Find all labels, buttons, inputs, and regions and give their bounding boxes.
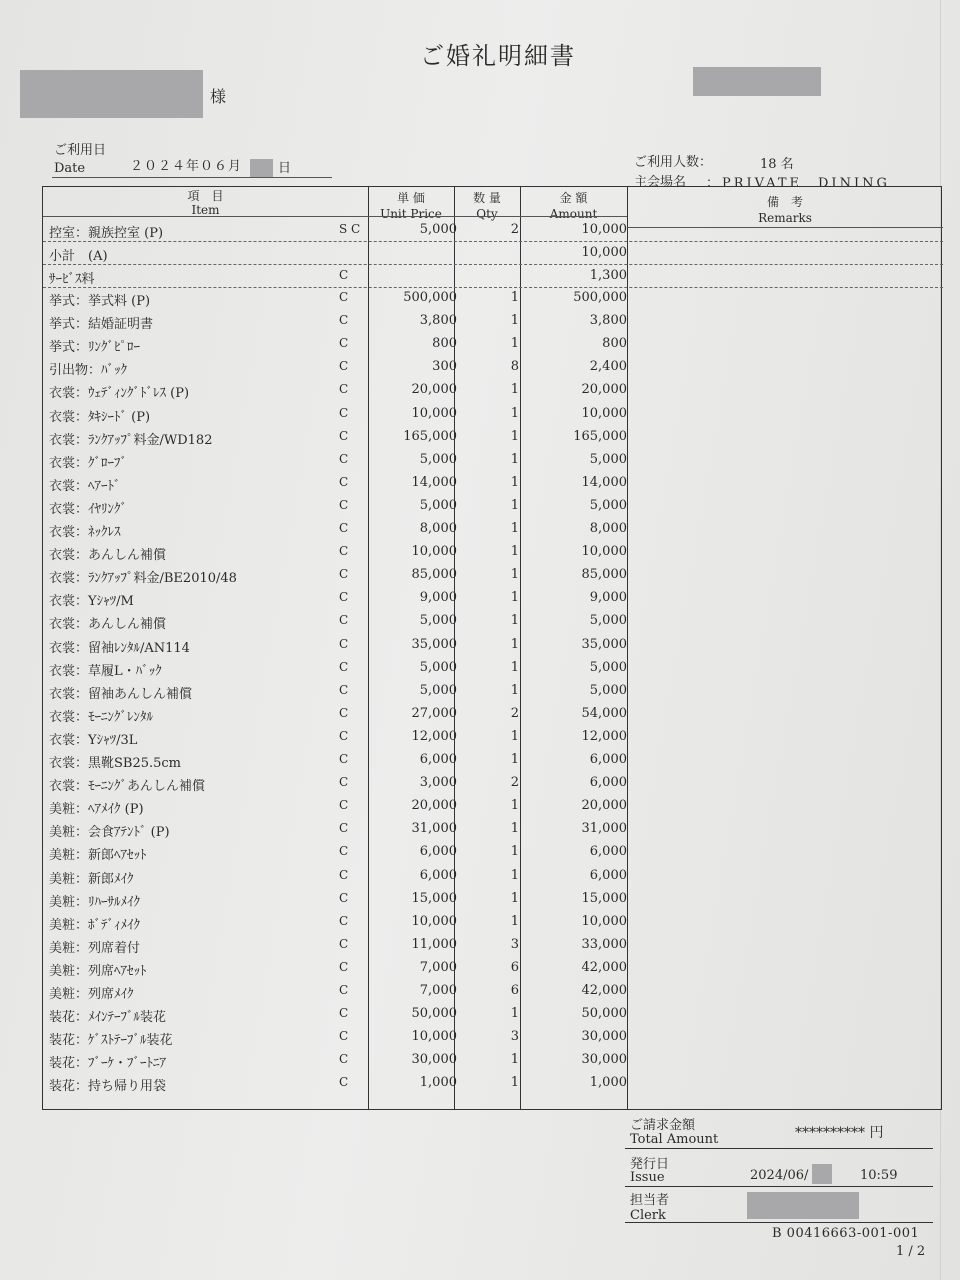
clerk-label-jp: 担当者 xyxy=(630,1193,670,1208)
code-cell: C xyxy=(339,1075,349,1090)
code-cell: C xyxy=(339,705,349,720)
code-cell: C xyxy=(339,682,349,697)
qty-cell: 1 xyxy=(510,659,519,675)
amount-cell: 14,000 xyxy=(581,474,627,490)
issue-time: 10:59 xyxy=(860,1168,898,1183)
header-item-jp: 項 目 xyxy=(187,189,224,203)
date-underline xyxy=(52,177,332,178)
amount-cell: 5,000 xyxy=(589,682,627,698)
code-cell: C xyxy=(339,290,349,304)
code-cell: C xyxy=(339,913,349,928)
header-item-en: Item xyxy=(191,203,220,217)
table-row xyxy=(43,587,943,610)
code-cell: C xyxy=(339,890,349,905)
unit-price-cell: 8,000 xyxy=(419,521,457,536)
unit-price-cell: 6,000 xyxy=(419,867,457,883)
code-cell: C xyxy=(339,405,349,420)
unit-price-cell: 5,000 xyxy=(419,451,457,467)
qty-cell: 6 xyxy=(510,983,519,998)
amount-cell: 10,000 xyxy=(581,405,627,421)
item-cell: 美粧：新郎ﾒｲｸ xyxy=(49,871,134,887)
table-row xyxy=(43,865,943,888)
amount-cell: 1,300 xyxy=(589,268,627,283)
redacted-header-info xyxy=(693,67,821,96)
line-items-table xyxy=(42,186,942,1110)
unit-price-cell: 9,000 xyxy=(419,590,457,606)
item-cell: 衣裳：ｸﾞﾛｰﾌﾞ xyxy=(49,455,128,471)
unit-price-cell: 14,000 xyxy=(411,474,457,490)
table-row xyxy=(43,888,943,911)
unit-price-cell: 5,000 xyxy=(419,613,457,629)
code-cell: C xyxy=(339,1029,349,1044)
total-value: ********** 円 xyxy=(795,1125,884,1141)
amount-cell: 6,000 xyxy=(589,775,627,791)
honorific: 様 xyxy=(210,87,227,106)
amount-cell: 10,000 xyxy=(581,544,627,560)
unit-price-cell: 15,000 xyxy=(411,890,457,906)
item-cell: 控室：親族控室 (P) xyxy=(49,226,164,241)
total-underline xyxy=(625,1148,933,1149)
amount-cell: 5,000 xyxy=(589,613,627,629)
table-row xyxy=(43,911,943,934)
qty-cell: 1 xyxy=(510,474,519,490)
qty-cell: 1 xyxy=(510,405,519,421)
item-cell: 美粧：ﾎﾞﾃﾞｨﾒｲｸ xyxy=(49,917,141,933)
code-cell: C xyxy=(339,798,349,813)
qty-cell: 1 xyxy=(510,890,519,906)
qty-cell: 1 xyxy=(510,613,519,629)
unit-price-cell: 5,000 xyxy=(419,222,457,237)
qty-cell: 1 xyxy=(510,752,519,767)
qty-cell: 3 xyxy=(510,936,519,952)
item-cell: 衣裳：留袖ﾚﾝﾀﾙ/AN114 xyxy=(49,640,190,656)
table-row xyxy=(43,426,943,449)
item-cell: 衣裳：黒靴SB25.5cm xyxy=(49,756,182,771)
code-cell: C xyxy=(339,613,349,628)
code-cell: C xyxy=(339,521,349,535)
amount-cell: 10,000 xyxy=(581,222,627,237)
qty-cell: 1 xyxy=(510,1075,519,1091)
guests-label: ご利用人数： xyxy=(634,155,713,170)
table-row xyxy=(43,242,943,265)
qty-cell: 1 xyxy=(510,821,519,837)
issue-date: 2024/06/ xyxy=(750,1168,809,1183)
item-cell: 美粧：ﾍｱﾒｲｸ (P) xyxy=(49,802,144,818)
qty-cell: 1 xyxy=(510,521,519,536)
unit-price-cell: 300 xyxy=(432,359,457,375)
table-row xyxy=(43,495,943,518)
date-value: ２０２４年０６月 xyxy=(130,159,243,174)
unit-price-cell: 6,000 xyxy=(419,844,457,860)
header-qty-jp: 数 量 xyxy=(473,191,501,205)
item-cell: 美粧：ﾘﾊｰｻﾙﾒｲｸ xyxy=(49,894,141,910)
amount-cell: 31,000 xyxy=(581,821,627,837)
amount-cell: 42,000 xyxy=(581,959,627,975)
amount-cell: 20,000 xyxy=(581,798,627,814)
code-cell: C xyxy=(339,936,349,951)
unit-price-cell: 5,000 xyxy=(419,682,457,698)
code-cell: C xyxy=(339,983,349,997)
code-cell: C xyxy=(339,313,349,328)
code-cell: C xyxy=(339,659,349,674)
qty-cell: 1 xyxy=(510,867,519,883)
amount-cell: 5,000 xyxy=(589,451,627,467)
item-cell: 美粧：列席着付 xyxy=(49,940,141,956)
item-cell: 衣裳：ｲﾔﾘﾝｸﾞ xyxy=(49,501,128,517)
unit-price-cell: 3,000 xyxy=(419,775,457,791)
header-remarks-jp: 備 考 xyxy=(766,195,803,209)
amount-cell: 3,800 xyxy=(589,313,627,329)
table-row xyxy=(43,726,943,749)
document-title: ご婚礼明細書 xyxy=(420,42,576,70)
amount-cell: 6,000 xyxy=(589,867,627,883)
amount-cell: 6,000 xyxy=(589,844,627,860)
item-cell: 衣裳：あんしん補償 xyxy=(49,617,167,633)
item-cell: 美粧：列席ﾍｱｾｯﾄ xyxy=(49,963,147,979)
qty-cell: 1 xyxy=(510,1006,519,1022)
header-remarks-en: Remarks xyxy=(758,211,812,225)
table-row xyxy=(43,1003,943,1026)
qty-cell: 1 xyxy=(510,636,519,652)
table-row xyxy=(43,1026,943,1049)
table-row xyxy=(43,772,943,795)
table-row xyxy=(43,934,943,957)
item-cell: 衣裳：Yｼｬﾂ/M xyxy=(49,594,134,610)
code-cell: S C xyxy=(339,222,361,236)
table-row xyxy=(43,287,943,310)
unit-price-cell: 800 xyxy=(432,336,457,352)
redacted-clerk-name xyxy=(747,1192,859,1219)
table-row xyxy=(43,957,943,980)
table-row xyxy=(43,703,943,726)
table-row xyxy=(43,610,943,633)
item-cell: 引出物：ﾊﾞｯｸ xyxy=(49,363,128,379)
amount-cell: 5,000 xyxy=(589,497,627,513)
item-cell: 美粧：会食ｱﾃﾝﾄﾞ (P) xyxy=(49,825,170,841)
issue-label-jp: 発行日 xyxy=(630,1157,670,1172)
code-cell: C xyxy=(339,567,349,582)
amount-cell: 2,400 xyxy=(589,359,627,375)
amount-cell: 8,000 xyxy=(589,521,627,536)
qty-cell: 1 xyxy=(510,798,519,814)
amount-cell: 30,000 xyxy=(581,1029,627,1045)
date-label-en: Date xyxy=(54,161,86,176)
unit-price-cell: 10,000 xyxy=(411,913,457,929)
qty-cell: 1 xyxy=(510,290,519,305)
code-cell: C xyxy=(339,636,349,651)
code-cell: C xyxy=(339,382,349,397)
table-row xyxy=(43,749,943,772)
unit-price-cell: 5,000 xyxy=(419,497,457,513)
item-cell: 衣裳：留袖あんしん補償 xyxy=(49,686,193,702)
table-row xyxy=(43,472,943,495)
unit-price-cell: 500,000 xyxy=(403,290,457,305)
item-cell: 衣裳：ﾈｯｸﾚｽ xyxy=(49,525,121,540)
item-cell: 衣裳：ﾓｰﾆﾝｸﾞあんしん補償 xyxy=(49,779,206,795)
header-amount-jp: 金 額 xyxy=(559,191,588,205)
qty-cell: 1 xyxy=(510,451,519,467)
item-cell: 衣裳：Yｼｬﾂ/3L xyxy=(49,732,138,748)
code-cell: C xyxy=(339,1052,349,1067)
amount-cell: 15,000 xyxy=(581,890,627,906)
amount-cell: 85,000 xyxy=(581,567,627,583)
code-cell: C xyxy=(339,544,349,559)
unit-price-cell: 85,000 xyxy=(411,567,457,583)
table-row xyxy=(43,795,943,818)
item-cell: 衣裳：ﾍｱｰﾄﾞ xyxy=(49,478,121,494)
table-row xyxy=(43,680,943,703)
item-cell: 小計 (A) xyxy=(49,249,108,264)
table-row xyxy=(43,657,943,680)
venue-value: ：PRIVATE DINING xyxy=(706,176,890,191)
qty-cell: 2 xyxy=(510,222,519,237)
item-cell: ｻｰﾋﾞｽ料 xyxy=(49,272,95,287)
code-cell: C xyxy=(339,752,349,766)
amount-cell: 35,000 xyxy=(581,636,627,652)
qty-cell: 1 xyxy=(510,590,519,606)
table-row xyxy=(43,841,943,864)
header-unit-en: Unit Price xyxy=(380,207,442,221)
table-row xyxy=(43,1049,943,1072)
amount-cell: 42,000 xyxy=(581,983,627,998)
code-cell: C xyxy=(339,359,349,374)
code-cell: C xyxy=(339,844,349,859)
item-cell: 衣裳：ｳｪﾃﾞｨﾝｸﾞﾄﾞﾚｽ (P) xyxy=(49,386,190,402)
unit-price-cell: 7,000 xyxy=(419,959,457,975)
qty-cell: 1 xyxy=(510,544,519,560)
date-day-suffix: 日 xyxy=(278,161,292,176)
item-cell: 衣裳：ﾗﾝｸｱｯﾌﾟ料金/WD182 xyxy=(49,432,213,448)
page-number: 1 / 2 xyxy=(896,1244,926,1259)
table-row xyxy=(43,518,943,541)
unit-price-cell: 30,000 xyxy=(411,1052,457,1068)
redacted-customer-name xyxy=(20,70,203,118)
table-row xyxy=(43,634,943,657)
unit-price-cell: 35,000 xyxy=(411,636,457,652)
qty-cell: 1 xyxy=(510,844,519,860)
amount-cell: 10,000 xyxy=(581,913,627,929)
item-cell: 衣裳：草履L・ﾊﾞｯｸ xyxy=(49,663,162,679)
unit-price-cell: 10,000 xyxy=(411,544,457,560)
clerk-underline xyxy=(625,1222,933,1223)
amount-cell: 165,000 xyxy=(573,428,627,444)
issue-underline xyxy=(625,1186,933,1187)
qty-cell: 1 xyxy=(510,382,519,398)
qty-cell: 2 xyxy=(510,705,519,721)
qty-cell: 6 xyxy=(510,959,519,975)
qty-cell: 3 xyxy=(510,1029,519,1045)
unit-price-cell: 1,000 xyxy=(419,1075,457,1091)
amount-cell: 33,000 xyxy=(581,936,627,952)
qty-cell: 1 xyxy=(510,313,519,329)
qty-cell: 2 xyxy=(510,775,519,791)
code-cell: C xyxy=(339,728,349,743)
code-cell: C xyxy=(339,268,349,282)
item-cell: 挙式：挙式料 (P) xyxy=(49,294,151,309)
item-cell: 装花：ﾒｲﾝﾃｰﾌﾞﾙ装花 xyxy=(49,1010,167,1026)
unit-price-cell: 3,800 xyxy=(419,313,457,329)
item-cell: 衣裳：ﾓｰﾆﾝｸﾞﾚﾝﾀﾙ xyxy=(49,709,154,725)
issue-label-en: Issue xyxy=(630,1170,665,1185)
amount-cell: 20,000 xyxy=(581,382,627,398)
table-row xyxy=(43,541,943,564)
code-cell: C xyxy=(339,867,349,882)
unit-price-cell: 165,000 xyxy=(403,428,457,444)
code-cell: C xyxy=(339,821,349,836)
unit-price-cell: 5,000 xyxy=(419,659,457,675)
code-cell: C xyxy=(339,451,349,466)
date-label-jp: ご利用日 xyxy=(54,143,107,158)
code-cell: C xyxy=(339,775,349,790)
code-cell: C xyxy=(339,474,349,489)
unit-price-cell: 10,000 xyxy=(411,405,457,421)
unit-price-cell: 11,000 xyxy=(411,936,457,952)
table-row xyxy=(43,980,943,1003)
table-row xyxy=(43,356,943,379)
unit-price-cell: 12,000 xyxy=(411,728,457,744)
amount-cell: 30,000 xyxy=(581,1052,627,1068)
qty-cell: 1 xyxy=(510,728,519,744)
item-cell: 美粧：新郎ﾍｱｾｯﾄ xyxy=(49,848,147,864)
amount-cell: 5,000 xyxy=(589,659,627,675)
unit-price-cell: 7,000 xyxy=(419,983,457,998)
header-unit-jp: 単 価 xyxy=(397,191,425,205)
code-cell: C xyxy=(339,590,349,605)
amount-cell: 12,000 xyxy=(581,728,627,744)
clerk-label-en: Clerk xyxy=(630,1208,666,1223)
total-label-en: Total Amount xyxy=(630,1132,719,1147)
unit-price-cell: 20,000 xyxy=(411,798,457,814)
table-row xyxy=(43,1072,943,1095)
qty-cell: 8 xyxy=(510,359,519,375)
total-label-jp: ご請求金額 xyxy=(630,1118,696,1133)
code-cell: C xyxy=(339,336,349,351)
table-row xyxy=(43,310,943,333)
amount-cell: 800 xyxy=(602,336,627,352)
amount-cell: 6,000 xyxy=(589,752,627,767)
amount-cell: 50,000 xyxy=(581,1006,627,1022)
amount-cell: 500,000 xyxy=(573,290,627,305)
table-row xyxy=(43,564,943,587)
unit-price-cell: 20,000 xyxy=(411,382,457,398)
qty-cell: 1 xyxy=(510,336,519,352)
item-cell: 挙式：結婚証明書 xyxy=(49,317,154,333)
item-cell: 装花：ｹﾞｽﾄﾃｰﾌﾞﾙ装花 xyxy=(49,1033,173,1049)
unit-price-cell: 50,000 xyxy=(411,1006,457,1022)
table-row xyxy=(43,818,943,841)
item-cell: 挙式：ﾘﾝｸﾞﾋﾟﾛｰ xyxy=(49,340,141,356)
venue-label: 主会場名 xyxy=(634,175,687,190)
unit-price-cell: 10,000 xyxy=(411,1029,457,1045)
guests-value: 18 名 xyxy=(760,157,794,172)
qty-cell: 1 xyxy=(510,567,519,583)
qty-cell: 1 xyxy=(510,682,519,698)
table-row xyxy=(43,265,943,288)
item-cell: 美粧：列席ﾒｲｸ xyxy=(49,987,134,1002)
unit-price-cell: 31,000 xyxy=(411,821,457,837)
item-cell: 衣裳：ﾗﾝｸｱｯﾌﾟ料金/BE2010/48 xyxy=(49,571,237,587)
table-row xyxy=(43,379,943,402)
amount-cell: 10,000 xyxy=(581,245,627,260)
code-cell: C xyxy=(339,1006,349,1021)
table-row xyxy=(43,449,943,472)
code-cell: C xyxy=(339,428,349,443)
qty-cell: 1 xyxy=(510,497,519,513)
qty-cell: 1 xyxy=(510,428,519,444)
document-number: B 00416663-001-001 xyxy=(772,1226,920,1241)
item-cell: 衣裳：ﾀｷｼｰﾄﾞ (P) xyxy=(49,409,151,425)
item-cell: 衣裳：あんしん補償 xyxy=(49,548,167,564)
table-row xyxy=(43,403,943,426)
code-cell: C xyxy=(339,497,349,512)
redacted-day xyxy=(250,159,273,177)
redacted-issue-day xyxy=(812,1164,832,1184)
table-row xyxy=(43,333,943,356)
unit-price-cell: 6,000 xyxy=(419,752,457,767)
amount-cell: 1,000 xyxy=(589,1075,627,1091)
qty-cell: 1 xyxy=(510,1052,519,1068)
unit-price-cell: 27,000 xyxy=(411,705,457,721)
header-amount-en: Amount xyxy=(549,207,598,221)
amount-cell: 54,000 xyxy=(581,705,627,721)
header-qty-en: Qty xyxy=(476,207,498,221)
code-cell: C xyxy=(339,959,349,974)
table-row xyxy=(43,219,943,242)
amount-cell: 9,000 xyxy=(589,590,627,606)
qty-cell: 1 xyxy=(510,913,519,929)
item-cell: 装花：持ち帰り用袋 xyxy=(49,1079,167,1095)
item-cell: 装花：ﾌﾞｰｹ・ﾌﾞｰﾄﾆｱ xyxy=(49,1056,167,1072)
